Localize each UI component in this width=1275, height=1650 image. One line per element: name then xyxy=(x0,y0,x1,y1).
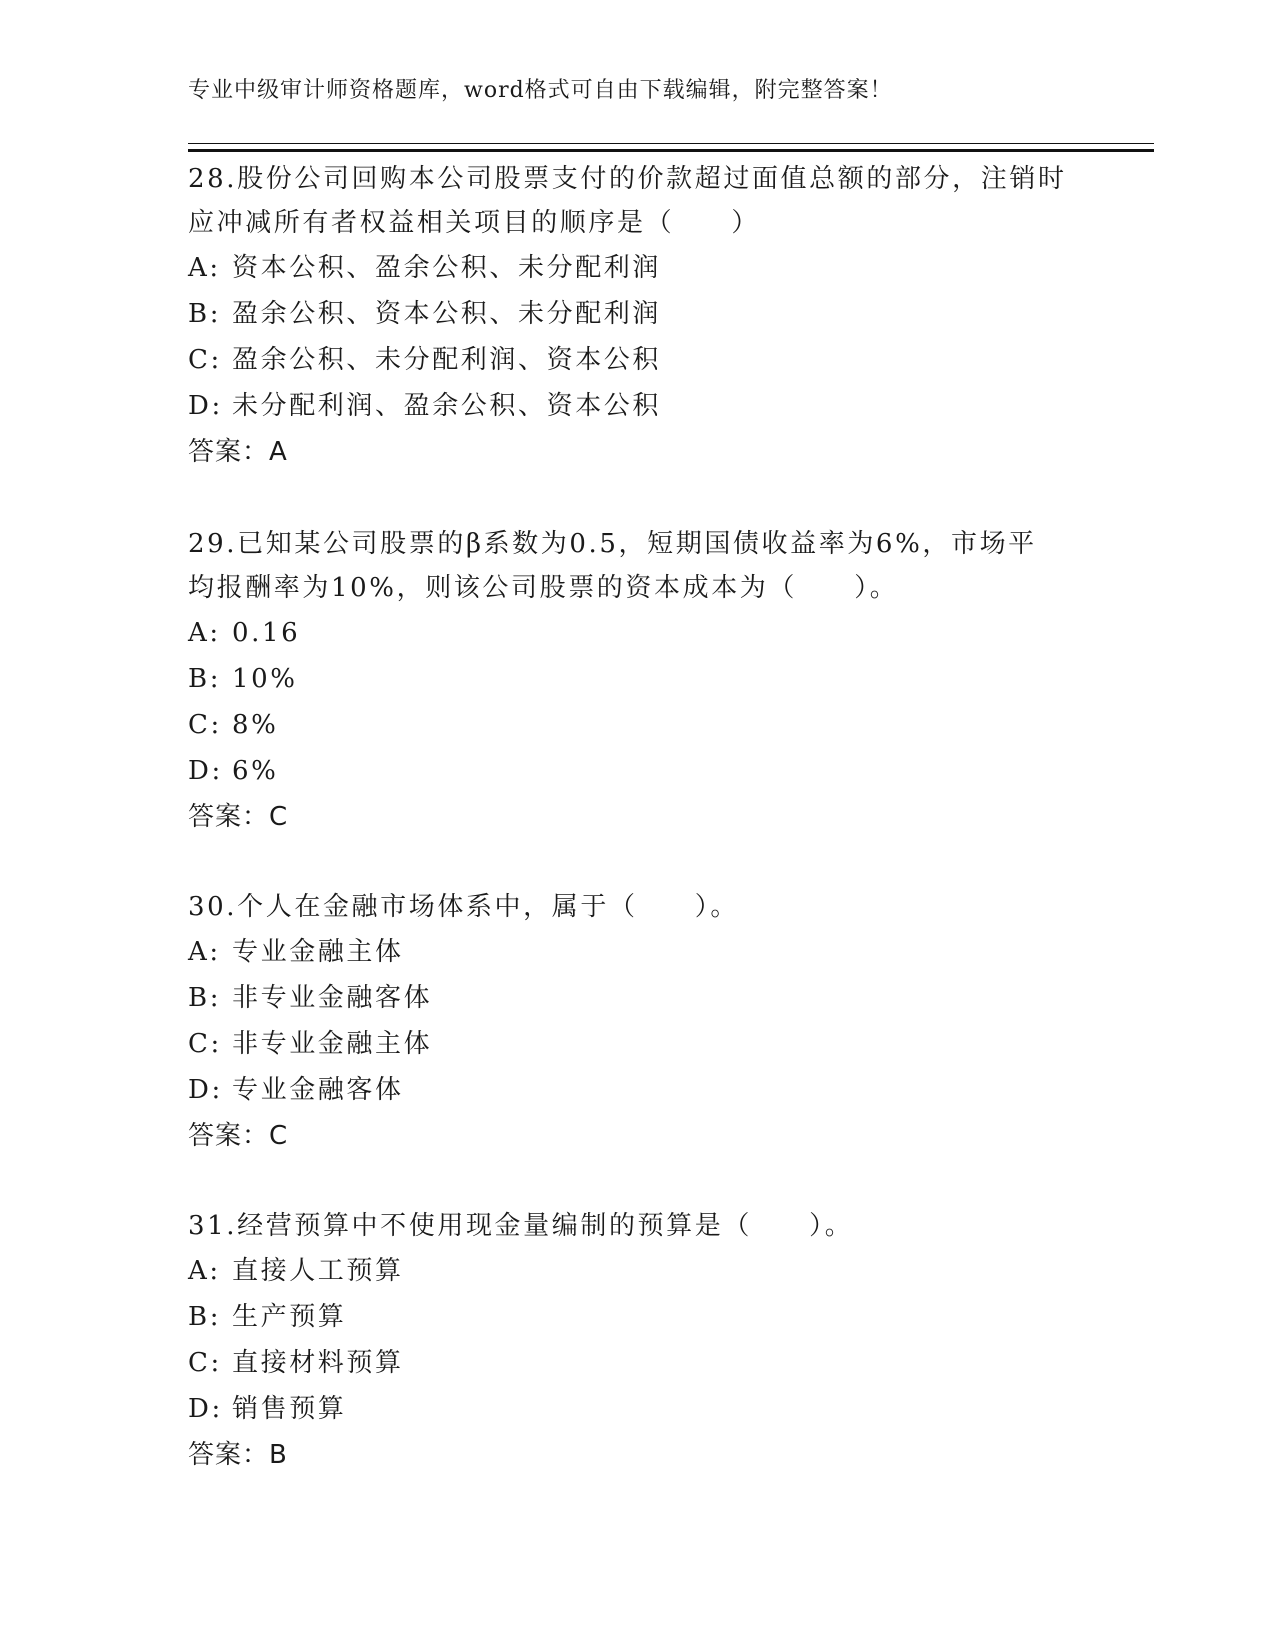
option-key: C: xyxy=(188,710,222,740)
question-stem: 31.经营预算中不使用现金量编制的预算是（ ）。 xyxy=(188,1211,854,1241)
option-key: D: xyxy=(188,1075,223,1105)
option-key: C: xyxy=(188,1029,222,1059)
option-text: 专业金融客体 xyxy=(232,1075,404,1105)
option-key: A: xyxy=(188,1256,221,1286)
option-c xyxy=(188,702,1088,748)
option-text: 8% xyxy=(232,710,279,740)
option-c xyxy=(188,1021,1088,1067)
option-key: D: xyxy=(188,756,223,786)
question-stem: 30.个人在金融市场体系中，属于（ ）。 xyxy=(188,892,739,922)
option-key: A: xyxy=(188,937,221,967)
option-text: 盈余公积、资本公积、未分配利润 xyxy=(232,299,662,329)
question-30 xyxy=(188,885,1088,1159)
option-text: 0.16 xyxy=(232,618,301,648)
option-key: B: xyxy=(188,299,222,329)
option-text: 生产预算 xyxy=(232,1302,347,1332)
header-divider-thick xyxy=(188,149,1154,152)
option-text: 非专业金融主体 xyxy=(232,1029,433,1059)
option-key: D: xyxy=(188,391,223,421)
option-key: A: xyxy=(188,253,221,283)
option-key: A: xyxy=(188,618,221,648)
option-c xyxy=(188,337,1088,383)
option-a xyxy=(188,1248,1088,1294)
option-b xyxy=(188,291,1088,337)
answer-line: 答案：A xyxy=(188,437,288,467)
option-key: D: xyxy=(188,1394,223,1424)
option-d xyxy=(188,1386,1088,1432)
option-text: 资本公积、盈余公积、未分配利润 xyxy=(232,253,662,283)
option-c xyxy=(188,1340,1088,1386)
option-text: 直接人工预算 xyxy=(232,1256,404,1286)
option-text: 直接材料预算 xyxy=(232,1348,404,1378)
answer-line: 答案：B xyxy=(188,1440,288,1470)
option-a xyxy=(188,929,1088,975)
option-text: 专业金融主体 xyxy=(232,937,404,967)
page-header: 专业中级审计师资格题库，word格式可自由下载编辑，附完整答案！ xyxy=(188,78,893,103)
option-d xyxy=(188,748,1088,794)
option-text: 盈余公积、未分配利润、资本公积 xyxy=(232,345,662,375)
header-divider xyxy=(188,143,1154,144)
option-key: C: xyxy=(188,1348,222,1378)
question-stem: 29.已知某公司股票的β系数为0.5，短期国债收益率为6%，市场平 xyxy=(188,529,1037,559)
option-text: 非专业金融客体 xyxy=(232,983,433,1013)
option-key: C: xyxy=(188,345,222,375)
option-key: B: xyxy=(188,1302,222,1332)
answer-line: 答案：C xyxy=(188,1121,289,1151)
option-text: 6% xyxy=(232,756,279,786)
option-text: 未分配利润、盈余公积、资本公积 xyxy=(232,391,662,421)
question-31 xyxy=(188,1204,1088,1478)
option-b xyxy=(188,656,1088,702)
question-28 xyxy=(188,157,1088,475)
question-stem-continued: 应冲减所有者权益相关项目的顺序是（ ） xyxy=(188,208,761,238)
option-b xyxy=(188,975,1088,1021)
question-stem-continued: 均报酬率为10%，则该公司股票的资本成本为（ ）。 xyxy=(188,573,899,603)
option-b xyxy=(188,1294,1088,1340)
question-29 xyxy=(188,522,1088,840)
option-d xyxy=(188,1067,1088,1113)
option-key: B: xyxy=(188,664,222,694)
option-text: 销售预算 xyxy=(232,1394,347,1424)
answer-line: 答案：C xyxy=(188,802,289,832)
option-key: B: xyxy=(188,983,222,1013)
question-stem: 28.股份公司回购本公司股票支付的价款超过面值总额的部分，注销时 xyxy=(188,164,1067,194)
option-d xyxy=(188,383,1088,429)
option-text: 10% xyxy=(232,664,298,694)
option-a xyxy=(188,245,1088,291)
option-a xyxy=(188,610,1088,656)
